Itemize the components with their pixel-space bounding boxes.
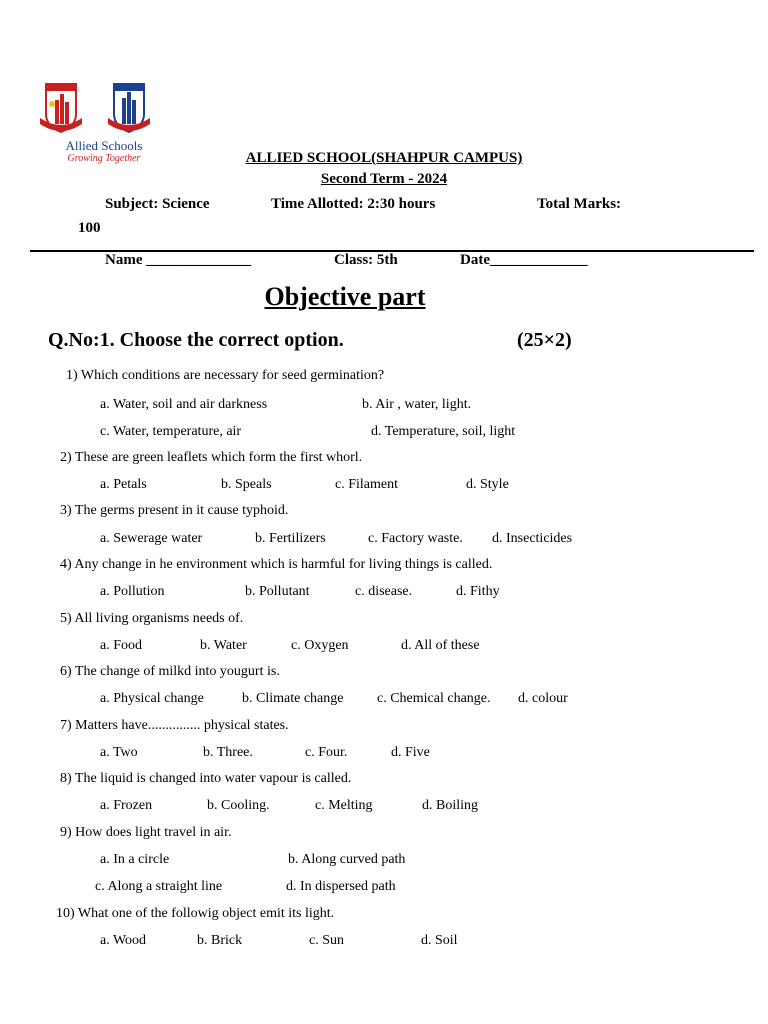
q4-option-d: d. Fithy (456, 584, 500, 599)
question-1: 1) Which conditions are necessary for seed germination? (66, 368, 385, 383)
q6-option-b: b. Climate change (242, 691, 344, 706)
date-field: Date_____________ (460, 252, 588, 268)
q6-option-c: c. Chemical change. (377, 691, 491, 706)
q7-option-c: c. Four. (305, 745, 348, 760)
q9-option-b: b. Along curved path (288, 852, 406, 867)
q3-option-b: b. Fertilizers (255, 531, 326, 546)
question-marks: (25×2) (517, 329, 572, 351)
q3-option-d: d. Insecticides (492, 531, 573, 546)
q10-option-d: d. Soil (421, 933, 458, 948)
question-4: 4) Any change in he environment which is harmful for living things is called. (60, 557, 493, 572)
total-marks-label: Total Marks: (537, 196, 622, 212)
question-3: 3) The germs present in it cause typhoid. (60, 503, 289, 518)
term-title: Second Term - 2024 (320, 171, 448, 187)
q9-option-c: c. Along a straight line (95, 879, 223, 894)
q7-option-a: a. Two (100, 745, 138, 760)
allied-schools-logo (38, 82, 170, 182)
q8-option-b: b. Cooling. (207, 798, 270, 813)
question-9: 9) How does light travel in air. (60, 825, 232, 840)
allied-school-crest-icon (108, 84, 150, 132)
q2-option-d: d. Style (466, 477, 509, 492)
question-2: 2) These are green leaflets which form the first whorl. (60, 450, 363, 465)
q4-option-b: b. Pollutant (245, 584, 310, 599)
allied-pre-school-crest-icon (40, 84, 82, 132)
q4-option-c: c. disease. (355, 584, 413, 599)
q5-option-d: d. All of these (401, 638, 480, 653)
section-title: Objective part (264, 282, 426, 311)
q4-option-a: a. Pollution (100, 584, 165, 599)
q9-option-d: d. In dispersed path (286, 879, 396, 894)
school-name: ALLIED SCHOOL(SHAHPUR CAMPUS) (245, 150, 523, 166)
question-heading: Q.No:1. Choose the correct option. (48, 329, 344, 351)
q1-option-c: c. Water, temperature, air (100, 424, 242, 439)
subject-label: Subject: Science (105, 196, 210, 212)
question-7: 7) Matters have............... physical states. (60, 718, 289, 733)
q5-option-b: b. Water (200, 638, 247, 653)
q1-option-a: a. Water, soil and air darkness (100, 397, 268, 412)
q3-option-c: c. Factory waste. (368, 531, 463, 546)
q1-option-b: b. Air , water, light. (362, 397, 472, 412)
q5-option-a: a. Food (100, 638, 142, 653)
q2-option-a: a. Petals (100, 477, 147, 492)
question-10: 10) What one of the followig object emit its light. (56, 906, 335, 921)
q7-option-b: b. Three. (203, 745, 253, 760)
class-label: Class: 5th (334, 252, 398, 268)
q5-option-c: c. Oxygen (291, 638, 349, 653)
q7-option-d: d. Five (391, 745, 430, 760)
q10-option-b: b. Brick (197, 933, 243, 948)
q2-option-b: b. Speals (221, 477, 272, 492)
q8-option-a: a. Frozen (100, 798, 153, 813)
logo-name: Allied Schools (65, 138, 143, 153)
q6-option-d: d. colour (518, 691, 568, 706)
logo-tagline: Growing Together (67, 153, 141, 164)
q2-option-c: c. Filament (335, 477, 398, 492)
question-8: 8) The liquid is changed into water vapour is called. (60, 771, 352, 786)
question-5: 5) All living organisms needs of. (60, 611, 244, 626)
q8-option-c: c. Melting (315, 798, 373, 813)
q1-option-d: d. Temperature, soil, light (371, 424, 516, 439)
q6-option-a: a. Physical change (100, 691, 204, 706)
question-6: 6) The change of milkd into yougurt is. (60, 664, 280, 679)
q9-option-a: a. In a circle (100, 852, 170, 867)
time-allotted: Time Allotted: 2:30 hours (271, 196, 436, 212)
total-marks-value: 100 (78, 220, 101, 236)
q10-option-a: a. Wood (100, 933, 147, 948)
name-field: Name ______________ (105, 252, 252, 268)
q3-option-a: a. Sewerage water (100, 531, 203, 546)
q8-option-d: d. Boiling (422, 798, 479, 813)
q10-option-c: c. Sun (309, 933, 344, 948)
